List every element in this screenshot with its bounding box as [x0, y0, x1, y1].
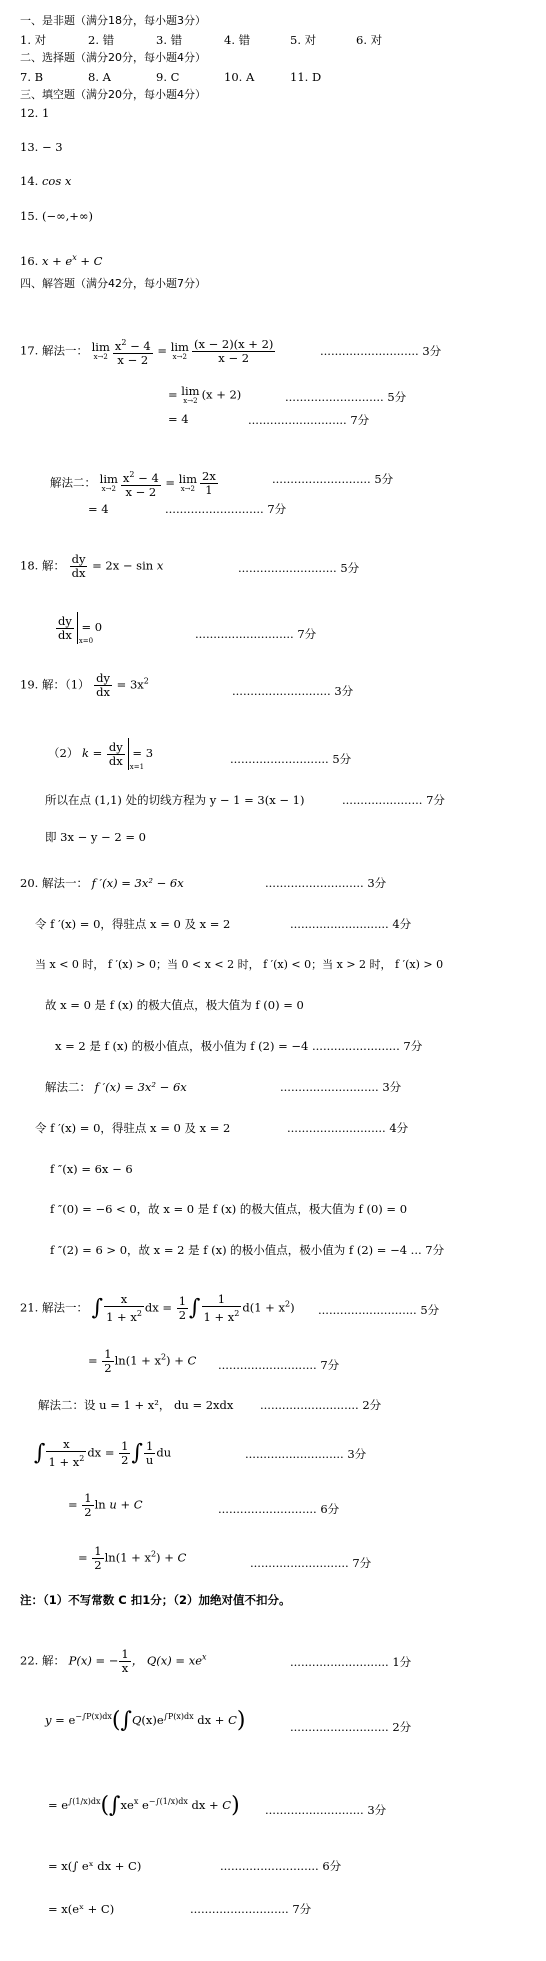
section-3-title: 三、填空题（满分20分，每小题4分）: [20, 88, 206, 101]
q20-line-1: 20. 解法一： f ′(x) = 3x² − 6x: [20, 876, 184, 890]
q20-mark-1: ........................... 3分: [265, 876, 387, 890]
answer-13: 13. − 3: [20, 140, 63, 154]
section-2-title: 二、选择题（满分20分，每小题4分）: [20, 51, 206, 64]
q19-line-1: 19. 解：（1） $\frac{dy}{dx}$ = $3x^2$: [20, 671, 149, 699]
answer-4: 4. 错: [224, 33, 251, 47]
q20-line-9: f ″(0) = −6 < 0，故 x = 0 是 f (x) 的极大值点，极大值为 f (0) = 0: [50, 1202, 408, 1216]
q17-line-3: = 4: [168, 412, 189, 426]
q17-mark-5: ........................... 7分: [165, 502, 287, 516]
q21-mark-1: ........................... 5分: [318, 1303, 440, 1317]
q22-line-2: $y = e^{-\int P(x)dx}(\int Q(x)e^{\int P(x)dx}$ dx + C): [45, 1707, 246, 1733]
q21-line-2: = $\frac{1}{2}$ $\ln(1 + x^2) + C$: [88, 1347, 197, 1375]
q22-mark-3: ........................... 3分: [265, 1803, 387, 1817]
q22-line-1: 22. 解： P(x) = − $\frac{1}{x}$ ， $Q(x) = xe^x$: [20, 1647, 207, 1675]
q22-mark-5: ........................... 7分: [190, 1902, 312, 1916]
q19-mark-1: ........................... 3分: [232, 684, 354, 698]
q18-line-2: $\frac{dy}{dx}$ x=0 = 0: [58, 613, 103, 645]
q19-mark-2: ........................... 5分: [230, 752, 352, 766]
q20-line-3: 当 x < 0 时， f ′(x) > 0；当 0 < x < 2 时， f ′(x) < 0；当 x > 2 时， f ′(x) > 0: [35, 958, 444, 971]
q21-line-4: ∫ $\frac{x}{1 + x^2}$ dx = $\frac{1}{2}$ ∫ $\frac{1}{u}$ du: [34, 1437, 172, 1469]
q22-line-3: = $e^{\int(1/x)dx}(\int xe^x$ $e^{-\int(1/x)dx}$ dx + C): [48, 1792, 240, 1818]
answer-9: 9. C: [156, 70, 180, 84]
q18-mark-1: ........................... 5分: [238, 561, 360, 575]
answer-5: 5. 对: [290, 33, 317, 47]
q20-mark-2: ........................... 4分: [290, 917, 412, 931]
q21-line-3: 解法二：设 u = 1 + x²， du = 2xdx: [38, 1398, 234, 1412]
q21-mark-2: ........................... 7分: [218, 1358, 340, 1372]
q17-line-4: 解法二： lim x→2 $\frac{x^2 - 4}{x - 2}$ = lim x→2 $\frac{2x}{1}$: [50, 468, 216, 499]
answer-11: 11. D: [290, 70, 322, 84]
answer-3: 3. 错: [156, 33, 183, 47]
q20-mark-7: ........................... 4分: [287, 1121, 409, 1135]
q20-line-2: 令 f ′(x) = 0，得驻点 x = 0 及 x = 2: [35, 917, 231, 931]
q21-line-1: 21. 解法一： ∫ $\frac{x}{1 + x^2}$ dx = $\frac{1}{2}$ ∫ $\frac{1}{1 + x^2}$ $d(1 + x^2)$: [20, 1292, 295, 1324]
answer-14: 14. cos x: [20, 174, 72, 188]
q22-mark-2: ........................... 2分: [290, 1720, 412, 1734]
q21-mark-6: ........................... 7分: [250, 1556, 372, 1570]
q20-line-5: x = 2 是 f (x) 的极小值点，极小值为 f (2) = −4: [55, 1039, 309, 1053]
q17-mark-2: ........................... 5分: [285, 390, 407, 404]
q21-line-5: = $\frac{1}{2}$ ln u + C: [68, 1491, 143, 1519]
q20-line-10: f ″(2) = 6 > 0，故 x = 2 是 f (x) 的极小值点，极小值为 f (2) = −4 ... 7分: [50, 1243, 445, 1257]
q17-line-2: = lim x→2 (x + 2): [168, 384, 242, 405]
answer-6: 6. 对: [356, 33, 383, 47]
q20-line-7: 令 f ′(x) = 0，得驻点 x = 0 及 x = 2: [35, 1121, 231, 1135]
answer-2: 2. 错: [88, 33, 115, 47]
q17-mark-1: ........................... 3分: [320, 344, 442, 358]
q17-mark-4: ........................... 5分: [272, 472, 394, 486]
q20-line-4: 故 x = 0 是 f (x) 的极大值点，极大值为 f (0) = 0: [45, 998, 304, 1012]
answer-8: 8. A: [88, 70, 111, 84]
q22-mark-4: ........................... 6分: [220, 1859, 342, 1873]
answer-1: 1. 对: [20, 33, 47, 47]
answer-7: 7. B: [20, 70, 44, 84]
q22-line-4: = x(∫ eˣ dx + C): [48, 1859, 142, 1873]
answer-16: 16. $x + e^x + C$: [20, 253, 103, 268]
answer-12: 12. 1: [20, 106, 50, 120]
answer-15: 15. (−∞,+∞): [20, 209, 94, 223]
q19-line-4: 即 3x − y − 2 = 0: [45, 830, 146, 844]
q22-mark-1: ........................... 1分: [290, 1655, 412, 1669]
section-1-title: 一、是非题（满分18分，每小题3分）: [20, 14, 206, 27]
q20-mark-6: ........................... 3分: [280, 1080, 402, 1094]
q21-line-6: = $\frac{1}{2}$ $\ln(1 + x^2) + C$: [78, 1544, 187, 1572]
q19-line-2: （2） k = $\frac{dy}{dx}$ x=1 = 3: [48, 739, 154, 771]
q18-mark-2: ........................... 7分: [195, 627, 317, 641]
q21-mark-5: ........................... 6分: [218, 1502, 340, 1516]
q17-line-5: = 4: [88, 502, 109, 516]
q22-line-5: = x(eˣ + C): [48, 1902, 115, 1916]
q21-mark-3: ........................... 2分: [260, 1398, 382, 1412]
q21-mark-4: ........................... 3分: [245, 1447, 367, 1461]
q20-line-8: f ″(x) = 6x − 6: [50, 1162, 133, 1176]
q19-line-3: 所以在点 (1,1) 处的切线方程为 y − 1 = 3(x − 1): [45, 793, 305, 807]
q19-mark-3: ...................... 7分: [342, 793, 445, 807]
q20-mark-5: ........................ 7分: [312, 1039, 423, 1053]
q18-line-1: 18. 解： $\frac{dy}{dx}$ = 2x − sin x: [20, 552, 164, 580]
q17-line-1: 17. 解法一： lim x→2 $\frac{x^2 - 4}{x - 2}$ = lim x→2 $\frac{(x - 2)(x + 2)}{x - 2}$: [20, 336, 274, 367]
q21-note: 注：（1）不写常数 C 扣1分；（2）加绝对值不扣分。: [20, 1593, 291, 1607]
answer-10: 10. A: [224, 70, 255, 84]
section-4-title: 四、解答题（满分42分，每小题7分）: [20, 277, 206, 290]
q20-line-6: 解法二： f ′(x) = 3x² − 6x: [45, 1080, 187, 1094]
q17-mark-3: ........................... 7分: [248, 413, 370, 427]
